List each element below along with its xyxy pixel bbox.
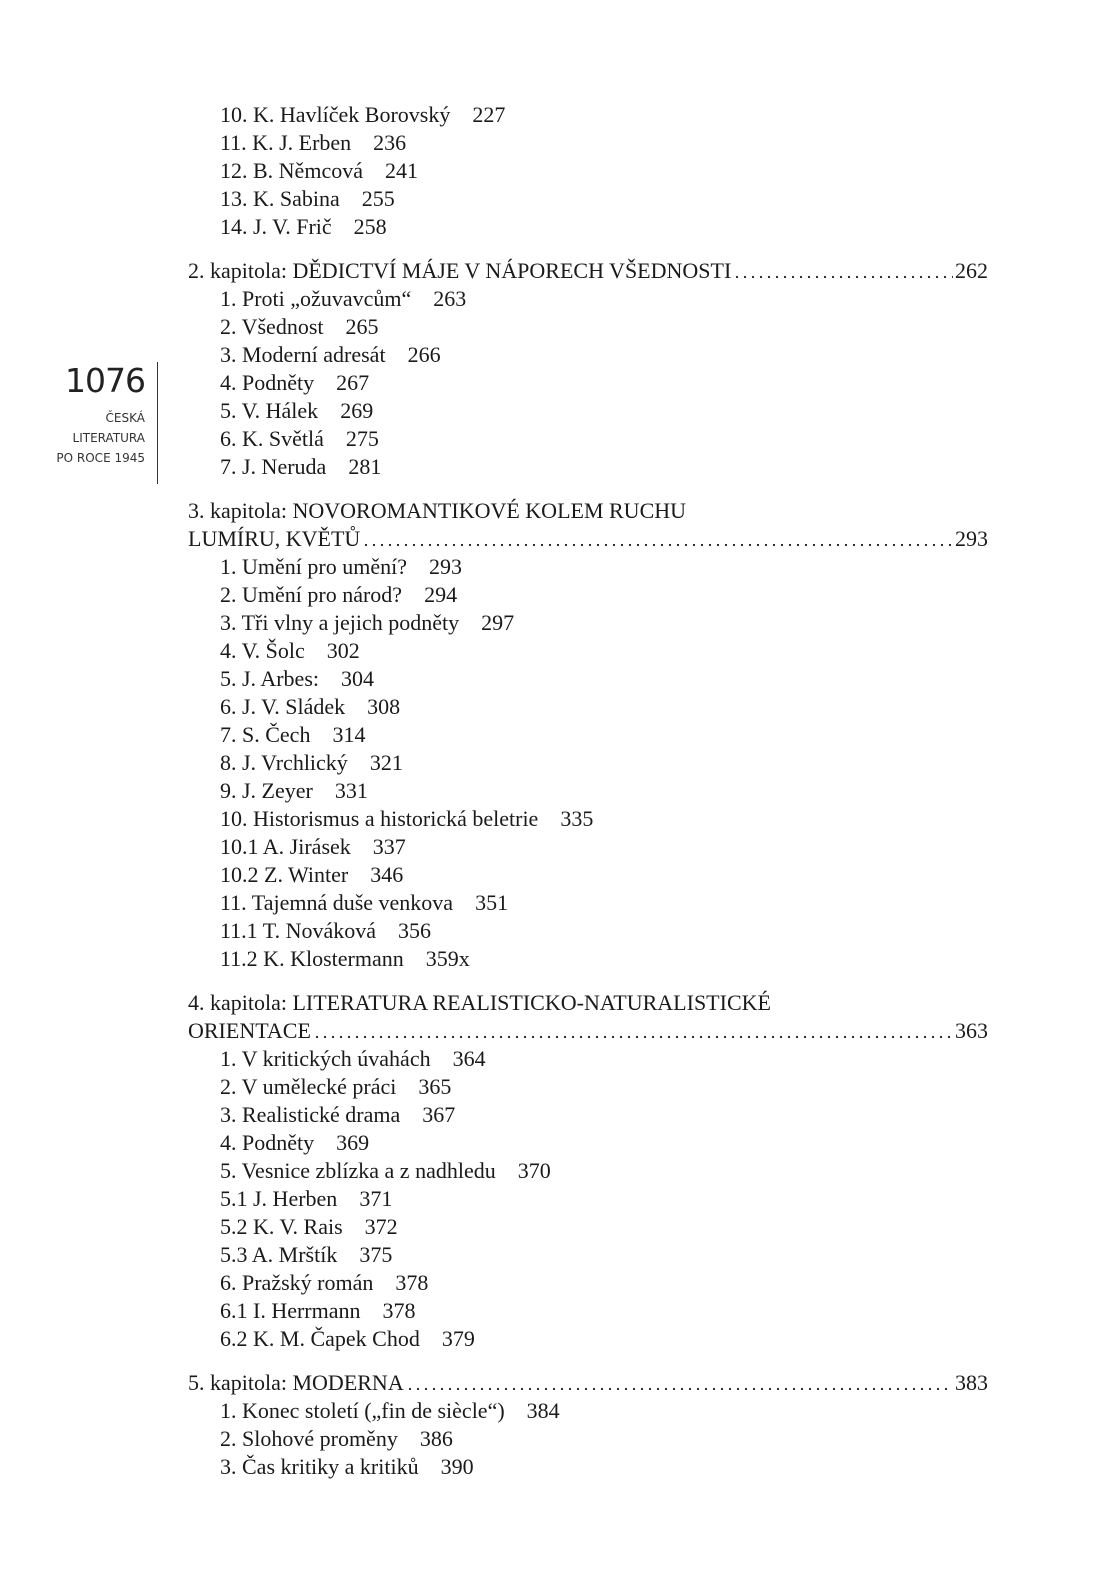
toc-entry-page: 379 (441, 1326, 475, 1351)
toc-entry-title: 11.2 K. Klostermann (220, 946, 404, 971)
toc-entry-title: 10.1 A. Jirásek (220, 834, 351, 859)
toc-entry-page: 369 (336, 1130, 370, 1155)
toc-entry-page: 321 (369, 750, 403, 775)
toc-entry-page: 378 (382, 1298, 416, 1323)
chapter-title: 5. kapitola: MODERNA (188, 1370, 404, 1395)
toc-entry (220, 129, 988, 157)
toc-entry-title: 6. Pražský román (220, 1270, 374, 1295)
toc-entry-page: 386 (419, 1426, 453, 1451)
toc-entry (220, 157, 988, 185)
toc-entry (220, 553, 988, 581)
toc-entry (220, 369, 988, 397)
toc-entry-title: 6.2 K. M. Čapek Chod (220, 1326, 420, 1351)
toc-entry-page: 314 (332, 722, 366, 747)
toc-entry (220, 805, 988, 833)
toc-entry (220, 1157, 988, 1185)
toc-chapter (188, 1369, 988, 1481)
toc-entry (220, 749, 988, 777)
chapter-page: 363 (955, 1018, 988, 1043)
margin-block (40, 362, 158, 484)
toc-entry-page: 356 (398, 918, 432, 943)
toc-entry (220, 285, 988, 313)
toc-entry-title: 5.1 J. Herben (220, 1186, 338, 1211)
toc-entry (220, 1425, 988, 1453)
toc-entry (220, 609, 988, 637)
toc-entry-page: 372 (364, 1214, 398, 1239)
toc-entry-title: 11. K. J. Erben (220, 130, 352, 155)
toc-entry (220, 693, 988, 721)
toc-entry-title: 2. Umění pro národ? (220, 582, 403, 607)
toc-entry-title: 7. S. Čech (220, 722, 311, 747)
toc-continued-section (188, 101, 988, 241)
toc-entry-page: 375 (359, 1242, 393, 1267)
toc-entry-page: 346 (370, 862, 404, 887)
toc-entry (220, 945, 988, 973)
toc-entry-page: 351 (475, 890, 509, 915)
toc-entry-title: 10.2 Z. Winter (220, 862, 349, 887)
toc-entry-title: 5.2 K. V. Rais (220, 1214, 343, 1239)
toc-entry-title: 3. Čas kritiky a kritiků (220, 1454, 419, 1479)
chapter-title: 2. kapitola: DĚDICTVÍ MÁJE V NÁPORECH VŠEDNOSTI (188, 258, 732, 283)
toc-entry (220, 917, 988, 945)
toc-entry-title: 6.1 I. Herrmann (220, 1298, 361, 1323)
toc-entry-title: 4. Podněty (220, 1130, 315, 1155)
toc-entry-page: 266 (407, 342, 441, 367)
toc-entry (220, 581, 988, 609)
toc-entry-title: 6. K. Světlá (220, 426, 324, 451)
toc-entry-page: 297 (481, 610, 515, 635)
toc-entry-title: 4. Podněty (220, 370, 315, 395)
toc-entry-title: 5. J. Arbes: (220, 666, 319, 691)
toc-entry-title: 1. Proti „ožuvavcům“ (220, 286, 412, 311)
dot-leader (733, 273, 953, 279)
chapter-page: 293 (955, 526, 988, 551)
toc-entry (220, 777, 988, 805)
toc-entry-page: 267 (336, 370, 370, 395)
chapter-title-line: 3. kapitola: NOVOROMANTIKOVÉ KOLEM RUCHU (188, 498, 687, 523)
toc-entry-title: 11. Tajemná duše venkova (220, 890, 454, 915)
toc-entry (220, 1269, 988, 1297)
toc-entry-title: 5. V. Hálek (220, 398, 319, 423)
toc-entry (220, 1325, 988, 1353)
toc-entry-title: 13. K. Sabina (220, 186, 340, 211)
chapter-title: ORIENTACE (188, 1018, 311, 1043)
toc-entry-title: 9. J. Zeyer (220, 778, 313, 803)
toc-entry-page: 236 (373, 130, 407, 155)
chapter-heading (188, 1369, 988, 1397)
chapter-page: 262 (955, 258, 988, 283)
toc-entry (220, 1397, 988, 1425)
toc-entry-title: 1. V kritických úvahách (220, 1046, 431, 1071)
toc-entry-title: 10. Historismus a historická beletrie (220, 806, 539, 831)
toc-chapter (188, 497, 988, 973)
toc-entry (220, 1453, 988, 1481)
toc-entry-page: 378 (395, 1270, 429, 1295)
toc-entry-title: 2. V umělecké práci (220, 1074, 397, 1099)
chapter-heading (188, 257, 988, 285)
toc-entry (220, 1297, 988, 1325)
toc-entry-page: 302 (326, 638, 360, 663)
toc-entry (220, 665, 988, 693)
toc-entry (220, 1045, 988, 1073)
chapter-page: 383 (955, 1370, 988, 1395)
chapter-heading (188, 1017, 988, 1045)
toc-entry (220, 1073, 988, 1101)
chapter-title: LUMÍRU, KVĚTŮ (188, 526, 361, 551)
toc-entry-page: 365 (418, 1074, 452, 1099)
toc-entry-page: 293 (428, 554, 462, 579)
toc-entry-title: 2. Slohové proměny (220, 1426, 398, 1451)
toc-entry-page: 371 (359, 1186, 393, 1211)
toc-entry-page: 359x (425, 946, 470, 971)
toc-entry (220, 721, 988, 749)
page-number: 1076 (65, 361, 145, 400)
toc-entry-page: 331 (334, 778, 368, 803)
toc-entry-title: 6. J. V. Sládek (220, 694, 346, 719)
toc-entry-title: 8. J. Vrchlický (220, 750, 348, 775)
dot-leader (362, 541, 953, 547)
toc-entry-page: 364 (452, 1046, 486, 1071)
toc-entry (220, 637, 988, 665)
toc-entry-title: 1. Konec století („fin de siècle“) (220, 1398, 505, 1423)
chapter-heading (188, 525, 988, 553)
toc-entry-title: 2. Všednost (220, 314, 324, 339)
toc-entry-page: 265 (345, 314, 379, 339)
toc-entry (220, 313, 988, 341)
toc-entry (220, 101, 988, 129)
toc-entry-page: 275 (345, 426, 379, 451)
table-of-contents (188, 101, 988, 1481)
toc-entry (220, 453, 988, 481)
toc-entry-title: 7. J. Neruda (220, 454, 327, 479)
toc-entry-page: 255 (361, 186, 395, 211)
running-head-line: ČESKÁ (105, 411, 145, 425)
toc-entry (220, 861, 988, 889)
toc-entry-page: 281 (348, 454, 382, 479)
toc-entry-page: 390 (440, 1454, 474, 1479)
toc-entry (220, 1129, 988, 1157)
toc-entry-title: 3. Realistické drama (220, 1102, 401, 1127)
toc-entry (220, 397, 988, 425)
toc-entry-page: 227 (472, 102, 506, 127)
toc-entry-page: 241 (384, 158, 418, 183)
toc-entry (220, 833, 988, 861)
toc-entry-page: 367 (422, 1102, 456, 1127)
toc-entry-title: 12. B. Němcová (220, 158, 363, 183)
toc-entry-page: 304 (341, 666, 374, 691)
running-head (40, 408, 145, 468)
toc-entry-title: 4. V. Šolc (220, 638, 305, 663)
toc-entry-title: 5. Vesnice zblízka a z nadhledu (220, 1158, 496, 1183)
toc-entry (220, 1101, 988, 1129)
toc-entry-title: 5.3 A. Mrštík (220, 1242, 338, 1267)
chapter-title-line: 4. kapitola: LITERATURA REALISTICKO-NATURALISTICKÉ (188, 990, 771, 1015)
toc-entry-title: 10. K. Havlíček Borovský (220, 102, 451, 127)
toc-entry-page: 370 (517, 1158, 551, 1183)
toc-entry (220, 1185, 988, 1213)
toc-entry-page: 308 (367, 694, 401, 719)
toc-entry (220, 1213, 988, 1241)
toc-entry-page: 337 (372, 834, 406, 859)
toc-entry-page: 384 (526, 1398, 560, 1423)
toc-entry (220, 889, 988, 917)
toc-entry (220, 425, 988, 453)
running-head-line: PO ROCE 1945 (56, 451, 145, 465)
toc-entry-title: 1. Umění pro umění? (220, 554, 407, 579)
running-head-line: LITERATURA (72, 431, 145, 445)
toc-entry-title: 14. J. V. Frič (220, 214, 332, 239)
toc-entry-page: 335 (560, 806, 594, 831)
toc-chapter (188, 257, 988, 481)
toc-entry (220, 341, 988, 369)
toc-entry-page: 294 (424, 582, 458, 607)
toc-entry-title: 3. Moderní adresát (220, 342, 386, 367)
dot-leader (313, 1033, 953, 1039)
toc-entry-page: 258 (353, 214, 387, 239)
toc-entry-title: 3. Tři vlny a jejich podněty (220, 610, 460, 635)
dot-leader (406, 1385, 953, 1391)
toc-entry (220, 185, 988, 213)
toc-entry (220, 1241, 988, 1269)
toc-chapter (188, 989, 988, 1353)
toc-entry-page: 269 (340, 398, 374, 423)
toc-entry-title: 11.1 T. Nováková (220, 918, 377, 943)
toc-entry (220, 213, 988, 241)
toc-entry-page: 263 (433, 286, 467, 311)
